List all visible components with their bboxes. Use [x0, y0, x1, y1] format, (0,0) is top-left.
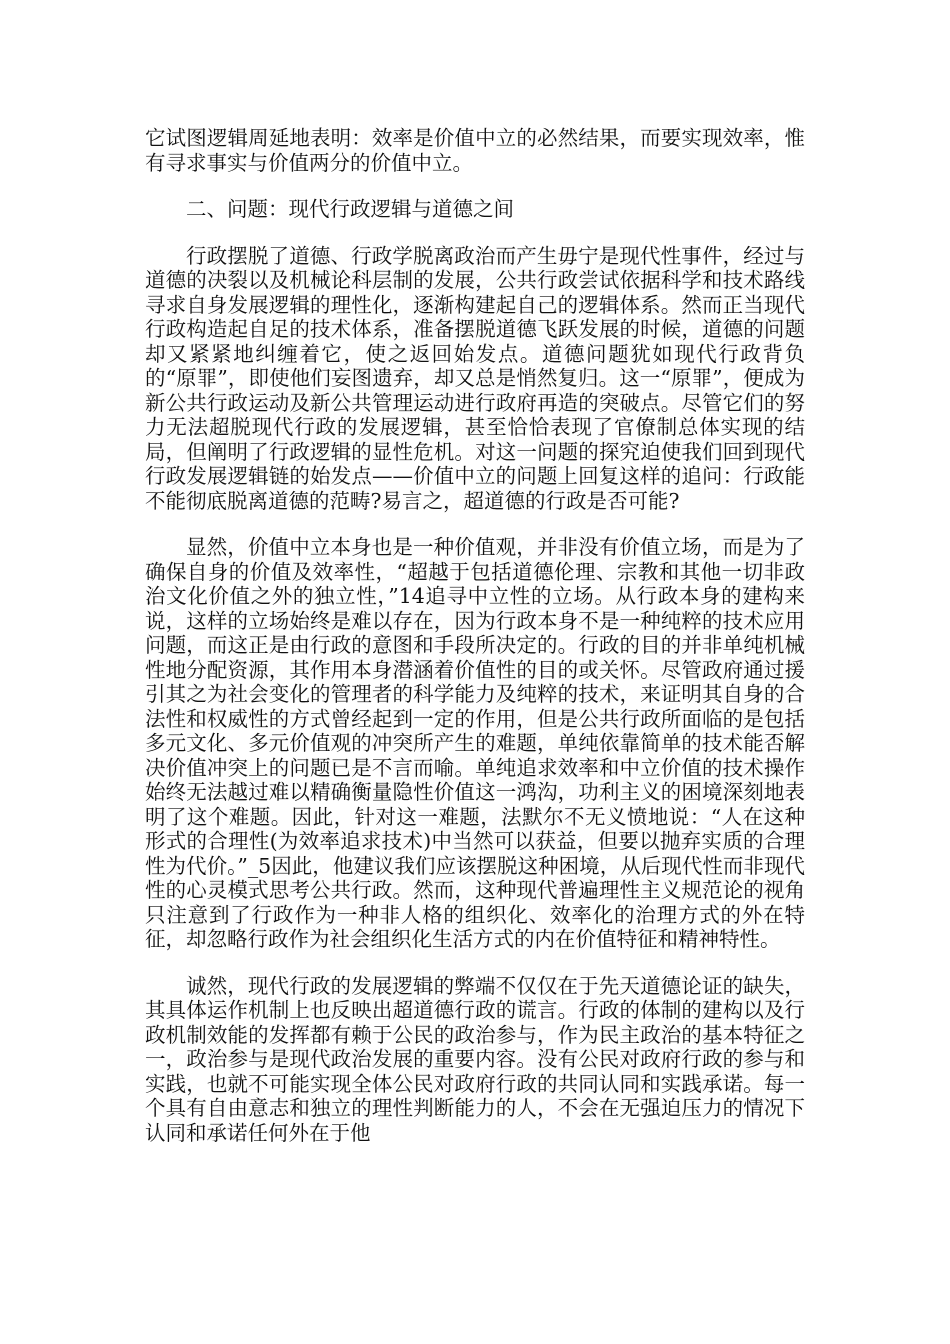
- document-body: [145, 126, 805, 1167]
- section-heading: 二、问题：现代行政逻辑与道德之间: [186, 197, 514, 221]
- paragraph: 行政摆脱了道德、行政学脱离政治而产生毋宁是现代性事件，经过与道德的决裂以及机械论科层制的发展，公共行政尝试依据科学和技术路线寻求自身发展逻辑的理性化，逐渐构建起自己的逻辑体系。然而正当现代行政构造起自足的技术体系，准备摆脱道德飞跃发展的时候，道德的问题却又紧紧地纠缠着它，使之返回始发点。道德问题犹如现代行政背负的“原罪”，即使他们妄图遗弃，却又总是悄然复归。这一“原罪”，便成为新公共行政运动及新公共管理运动进行政府再造的突破点。尽管它们的努力无法超脱现代行政的发展逻辑，甚至恰恰表现了官僚制总体实现的结局，但阐明了行政逻辑的显性危机。对这一问题的探究迫使我们回到现代行政发展逻辑链的始发点——价值中立的问题上回复这样的追问：行政能不能彻底脱离道德的范畴?易言之，超道德的行政是否可能?: [145, 243, 805, 513]
- paragraph: 显然，价值中立本身也是一种价值观，并非没有价值立场，而是为了确保自身的价值及效率性，“超越于包括道德伦理、宗教和其他一切非政治文化价值之外的独立性，”14追寻中立性的立场。从行政本身的建构来说，这样的立场始终是难以存在，因为行政本身不是一种纯粹的技术应用问题，而这正是由行政的意图和手段所决定的。行政的目的并非单纯机械性地分配资源，其作用本身潜涵着价值性的目的或关怀。尽管政府通过援引其之为社会变化的管理者的科学能力及纯粹的技术，来证明其自身的合法性和权威性的方式曾经起到一定的作用，但是公共行政所面临的是包括多元文化、多元价值观的冲突所产生的难题，单纯依靠简单的技术能否解决价值冲突上的问题已是不言而喻。单纯追求效率和中立价值的技术操作始终无法越过难以精确衡量隐性价值这一鸿沟，功利主义的困境深刻地表明了这个难题。因此，针对这一难题，法默尔不无义愤地说：“人在这种形式的合理性(为效率追求技术)中当然可以获益，但要以抛弃实质的合理性为代价。”_5因此，他建议我们应该摆脱这种困境，从后现代性而非现代性的心灵模式思考公共行政。然而，这种现代普遍理性主义规范论的视角只注意到了行政作为一种非人格的组织化、效率化的治理方式的外在特征，却忽略行政作为社会组织化生活方式的内在价值特征和精神特性。: [145, 535, 805, 951]
- paragraph: 诚然，现代行政的发展逻辑的弊端不仅仅在于先天道德论证的缺失，其具体运作机制上也反映出超道德行政的谎言。行政的体制的建构以及行政机制效能的发挥都有赖于公民的政治参与，作为民主政治的基本特征之一，政治参与是现代政治发展的重要内容。没有公民对政府行政的参与和实践，也就不可能实现全体公民对政府行政的共同认同和实践承诺。每一个具有自由意志和独立的理性判断能力的人，不会在无强迫压力的情况下认同和承诺任何外在于他: [145, 973, 805, 1145]
- paragraph-continuation: 它试图逻辑周延地表明：效率是价值中立的必然结果，而要实现效率，惟有寻求事实与价值两分的价值中立。: [145, 126, 805, 175]
